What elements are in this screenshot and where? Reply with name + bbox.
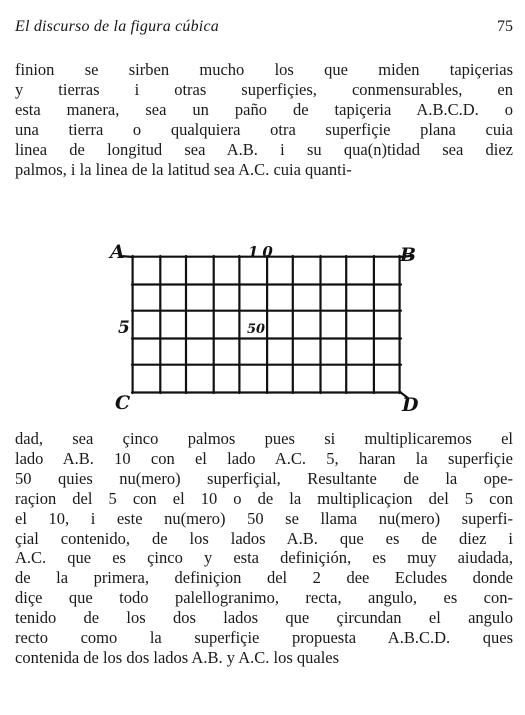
corner-stroke-b bbox=[400, 256, 410, 257]
text-line: tenido de los dos lados que çircundan el angulo bbox=[15, 608, 513, 628]
text-line: palmos, i la linea de la latitud sea A.C. cuia quanti- bbox=[15, 159, 352, 179]
corner-label-a: A bbox=[110, 241, 125, 263]
corner-label-b: B bbox=[400, 244, 417, 266]
text-line: diçe que todo palellogranimo, recta, angulo, es con- bbox=[15, 588, 513, 608]
text-line: finion se sirben mucho los que miden tapiçerias bbox=[15, 60, 513, 79]
corner-stroke-a bbox=[120, 256, 133, 257]
grid-lines bbox=[120, 256, 410, 398]
corner-labels bbox=[108, 241, 419, 416]
text-line: contenida de los dos lados A.B. y A.C. los quales bbox=[15, 647, 340, 667]
page-header bbox=[15, 18, 515, 40]
top-side-label: 10 bbox=[248, 243, 277, 261]
text-line: dad, sea çinco palmos pues si multiplicaremos el bbox=[15, 429, 513, 448]
text-line: de la primera, definiçion del 2 dee Ecludes donde bbox=[15, 568, 513, 588]
text-line: esta manera, sea un paño de tapiçeria A.B.C.D. o bbox=[15, 99, 513, 119]
text-line: y tierras i otras superfiçies, conmensurables, en bbox=[15, 79, 513, 99]
text-line: çial contenido, de los lados A.B. que es de diez i bbox=[15, 528, 513, 548]
text-line: una tierra o qualquiera otra superfiçie plana cuia bbox=[15, 119, 513, 139]
left-side-label: 5 bbox=[118, 318, 130, 338]
text-line: linea de longitud sea A.B. i su qua(n)tidad sea diez bbox=[15, 139, 513, 159]
corner-label-c: C bbox=[115, 392, 131, 414]
text-line: raçion del 5 con el 10 o de la multiplicaçion del 5 con bbox=[15, 488, 513, 508]
corner-stroke-d bbox=[400, 392, 408, 398]
text-line: lado A.B. 10 con el lado A.C. 5, haran la superfiçie bbox=[15, 448, 513, 468]
text-line: el 10, i este nu(mero) 50 se llama nu(mero) superfi- bbox=[15, 508, 513, 528]
running-title: El discurso de la figura cúbica bbox=[15, 18, 219, 35]
area-label: 50 bbox=[247, 322, 266, 337]
text-line: A.C. que es çinco y esta definiçión, es muy aiudada, bbox=[15, 548, 513, 568]
paragraph-bottom bbox=[15, 429, 513, 668]
page-number: 75 bbox=[497, 18, 513, 35]
paragraph-top bbox=[15, 60, 513, 179]
corner-label-d: D bbox=[402, 394, 419, 416]
text-line: 50 quies nu(mero) superfiçial, Resultante de la ope- bbox=[15, 468, 513, 488]
text-line: recto como la superfiçie propuesta A.B.C.D. ques bbox=[15, 628, 513, 648]
